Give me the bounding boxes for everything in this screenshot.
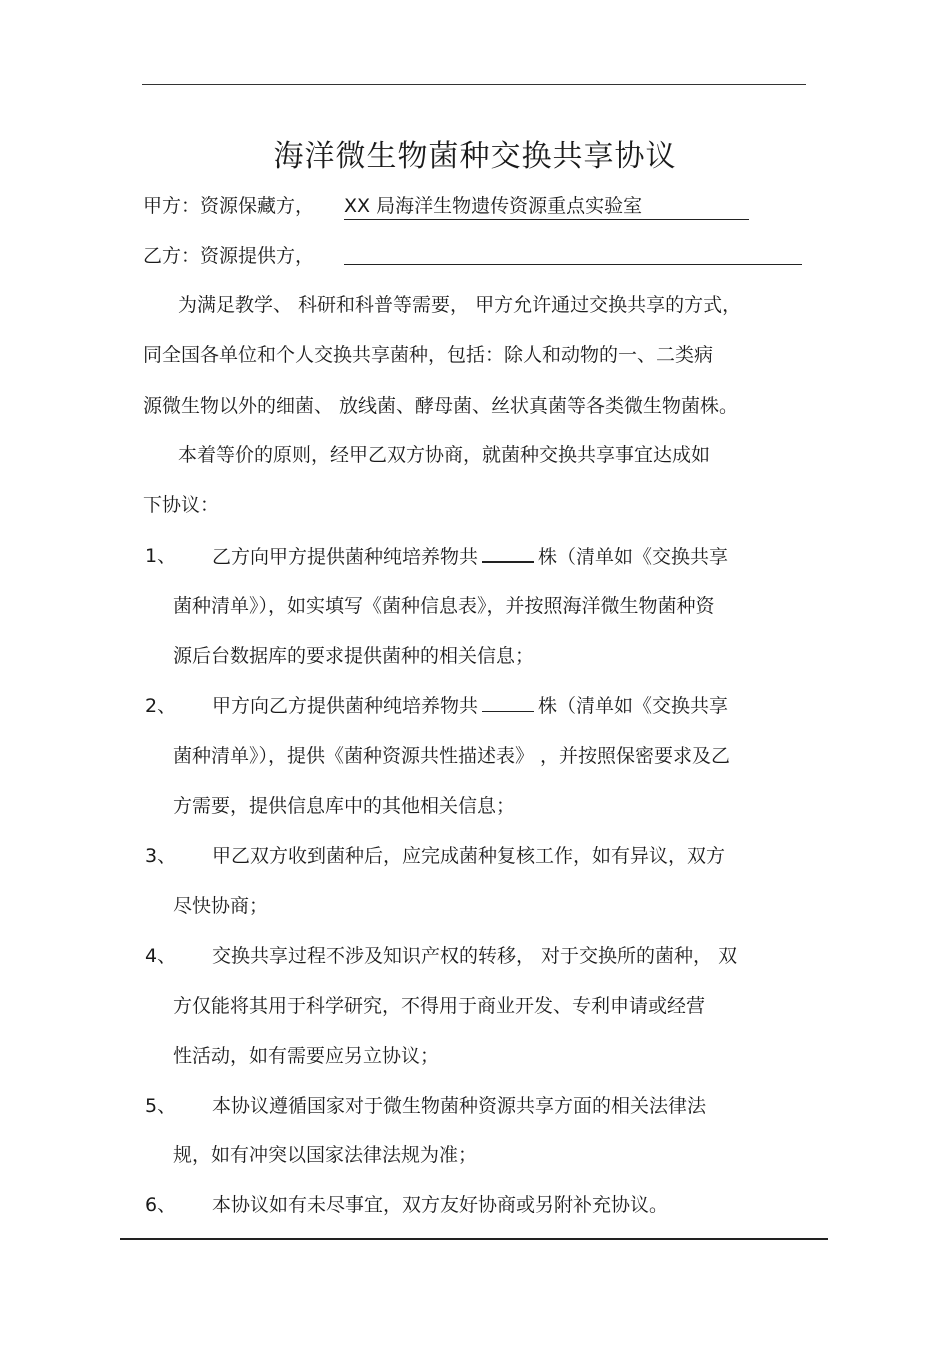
intro-line-1: 为满足教学、 科研和科普等需要， 甲方允许通过交换共享的方式， — [178, 294, 742, 316]
preamble-line-2: 下协议： — [143, 494, 220, 516]
item-1-line-2: 菌种清单》），如实填写《菌种信息表》，并按照海洋微生物菌种资 — [173, 595, 715, 617]
item-2-first-line — [212, 693, 728, 719]
item-2-line-2: 菌种清单》），提供《菌种资源共性描述表》 ，并按照保密要求及乙 — [173, 745, 731, 767]
item-6-first-line: 本协议如有未尽事宜，双方友好协商或另附补充协议。 — [212, 1194, 669, 1216]
item-1-first-line — [212, 543, 728, 570]
item-1-line-3: 源后台数据库的要求提供菌种的相关信息； — [173, 645, 535, 667]
quantity-blank — [482, 693, 534, 712]
item-5-first-line: 本协议遵循国家对于微生物菌种资源共享方面的相关法律法 — [212, 1095, 707, 1117]
item-1-text-after: 株（清单如《交换共享 — [538, 546, 729, 568]
item-4-first-line: 交换共享过程不涉及知识产权的转移， 对于交换所的菌种， 双 — [212, 945, 738, 967]
header-rule — [142, 84, 806, 85]
party-b-label: 乙方：资源提供方， — [143, 245, 315, 267]
preamble-line-1: 本着等价的原则，经甲乙双方协商，就菌种交换共享事宜达成如 — [178, 444, 711, 466]
item-4-line-2: 方仅能将其用于科学研究，不得用于商业开发、专利申请或经营 — [173, 995, 706, 1017]
document-title: 海洋微生物菌种交换共享协议 — [273, 139, 677, 174]
intro-line-3: 源微生物以外的细菌、 放线菌、酵母菌、丝状真菌等各类微生物菌株。 — [143, 395, 739, 417]
intro-line-2: 同全国各单位和个人交换共享菌种，包括：除人和动物的一、二类病 — [143, 344, 714, 366]
item-number: 5、 — [145, 1095, 177, 1117]
party-a-label: 甲方：资源保藏方， — [143, 195, 315, 217]
item-4-line-3: 性活动，如有需要应另立协议； — [173, 1045, 440, 1067]
item-number: 3、 — [145, 845, 177, 867]
item-2-text-after: 株（清单如《交换共享 — [538, 695, 729, 717]
item-number: 2、 — [145, 695, 177, 717]
item-2-text-before: 甲方向乙方提供菌种纯培养物共 — [212, 695, 479, 717]
item-3-line-2: 尽快协商； — [173, 895, 269, 917]
party-b-blank-line — [344, 264, 802, 265]
footer-rule — [120, 1238, 828, 1240]
item-number: 1、 — [145, 545, 177, 567]
quantity-blank — [482, 543, 534, 563]
item-5-line-2: 规，如有冲突以国家法律法规为准； — [173, 1144, 478, 1166]
party-a-value: XX 局海洋生物遗传资源重点实验室 — [344, 193, 749, 220]
item-3-first-line: 甲乙双方收到菌种后，应完成菌种复核工作，如有异议，双方 — [212, 845, 726, 867]
item-2-line-3: 方需要，提供信息库中的其他相关信息； — [173, 795, 516, 817]
item-number: 6、 — [145, 1194, 177, 1216]
item-number: 4、 — [145, 945, 177, 967]
item-1-text-before: 乙方向甲方提供菌种纯培养物共 — [212, 546, 479, 568]
